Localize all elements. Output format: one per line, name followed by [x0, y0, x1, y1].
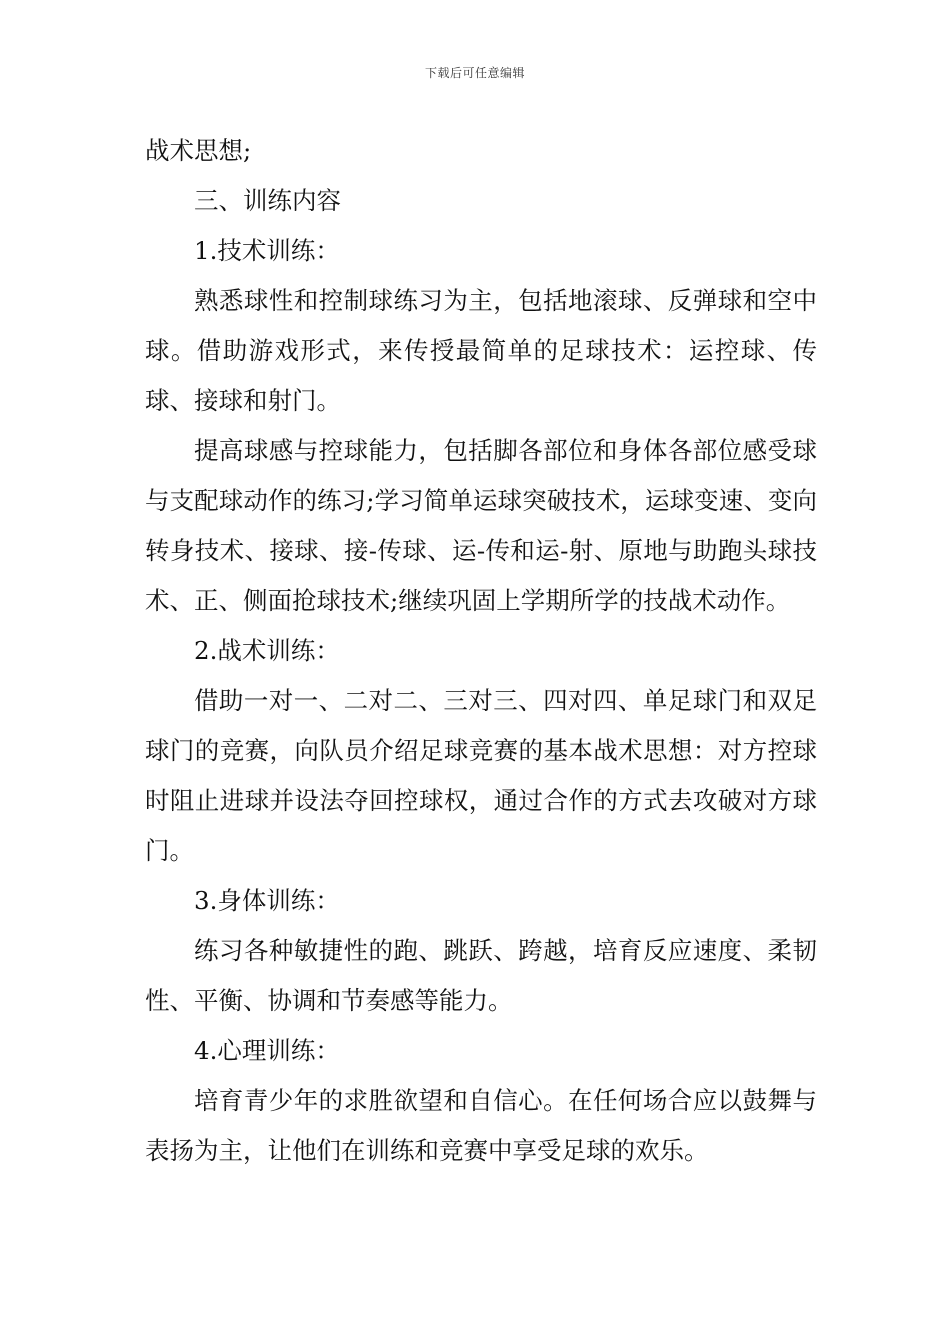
subheading-technical-training: 1.技术训练： — [194, 236, 340, 265]
paragraph-technical-training-1: 熟悉球性和控制球练习为主，包括地滚球、反弹球和空中球。借助游戏形式，来传授最简单的足球技术：运控球、传球、接球和射门。 — [145, 286, 817, 415]
subheading-mental-training: 4.心理训练： — [194, 1036, 340, 1065]
document-body — [145, 126, 817, 1176]
paragraph-mental-training: 培育青少年的求胜欲望和自信心。在任何场合应以鼓舞与表扬为主，让他们在训练和竞赛中享受足球的欢乐。 — [145, 1086, 817, 1165]
subheading-physical-training: 3.身体训练： — [194, 886, 340, 915]
paragraph-technical-training-2: 提高球感与控球能力，包括脚各部位和身体各部位感受球与支配球动作的练习;学习简单运球突破技术，运球变速、变向转身技术、接球、接-传球、运-传和运-射、原地与助跑头球技术、正、侧面抢球技术;继续巩固上学期所学的技战术动作。 — [145, 436, 817, 615]
subheading-tactical-training: 2.战术训练： — [194, 636, 340, 665]
page-header-note: 下载后可任意编辑 — [424, 66, 525, 80]
section-heading-training-content: 三、训练内容 — [194, 186, 341, 215]
paragraph-physical-training: 练习各种敏捷性的跑、跳跃、跨越，培育反应速度、柔韧性、平衡、协调和节奏感等能力。 — [145, 936, 817, 1015]
paragraph-tactical-thinking-end: 战术思想; — [145, 136, 252, 165]
paragraph-tactical-training: 借助一对一、二对二、三对三、四对四、单足球门和双足球门的竞赛，向队员介绍足球竞赛的基本战术思想：对方控球时阻止进球并设法夺回控球权，通过合作的方式去攻破对方球门。 — [145, 686, 817, 865]
